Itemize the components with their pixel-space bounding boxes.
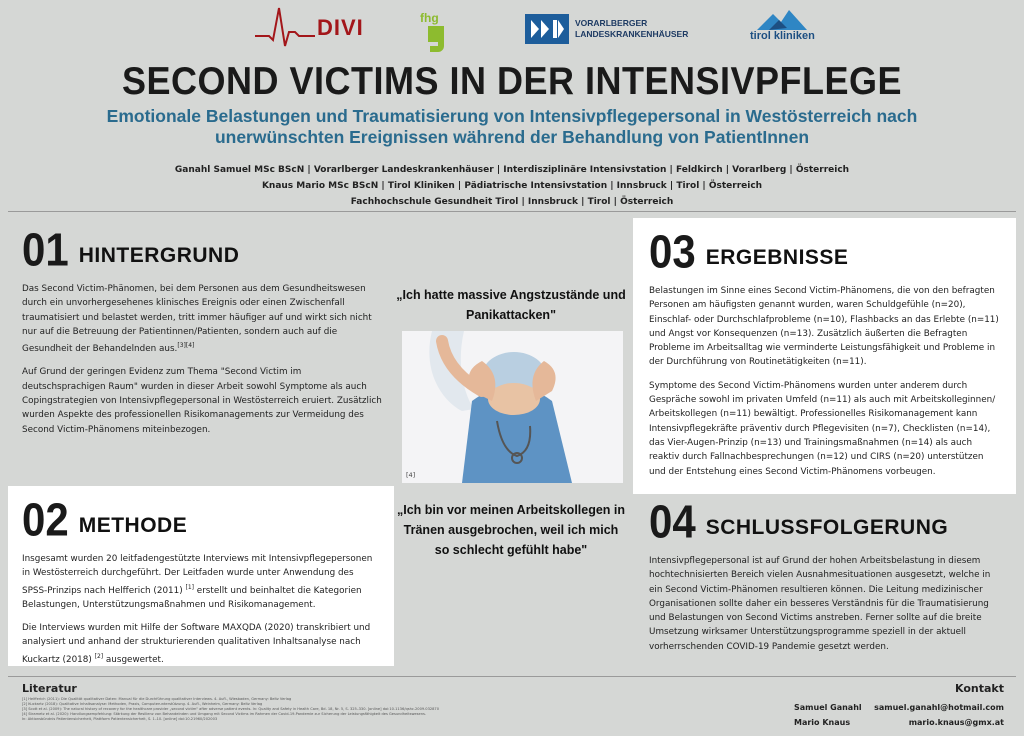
literature-ref: [3] Scott et al. (2009): The natural history of recovery for the healthcare provider „second victim" after adverse patient events. In: Quality and Safety in Health Care, Bd. 18, Nr. 5, S. 325–330. [online] doi:10.1136/qshc.2009.032870 xyxy=(22,707,440,711)
fhg-logo-text: fhg xyxy=(420,11,439,25)
vlk-logo-text xyxy=(575,18,688,40)
contact-row xyxy=(784,715,1004,730)
section-header xyxy=(22,223,382,276)
tirol-kliniken-logo xyxy=(750,8,815,42)
fhg-logo-mark xyxy=(420,8,454,52)
section-number: 04 xyxy=(649,495,696,548)
section-header xyxy=(649,225,1000,278)
paragraph: Symptome des Second Victim-Phänomens wurden unter anderem durch Gespräche sowohl im privaten Umfeld (n=11) als auch mit Arbeitskolleginnen/ Arbeitskollegen (n=11) bewältigt. Professionelles Risikomanagement kann Intensivpflegekräfte präventiv durch Pflegevisiten (n=7), Checklisten (n=14), das Vier-Augen-Prinzip (n=13) und Trainingsmaßnahmen (n=14) als auch reaktiv durch Fallnachbesprechungen (n=12) und CIRS (n=20) unterstützen und der Entstehung eines Second Victim-Phänomens vorbeugen. xyxy=(649,380,996,477)
section-schlussfolgerung xyxy=(633,495,1016,663)
section-heading: SCHLUSSFOLGERUNG xyxy=(705,516,949,539)
section-header xyxy=(649,495,1000,548)
paragraph: Belastungen im Sinne eines Second Victim-Phänomens, die von den befragten Personen am häufigsten genannt wurden, waren Schuldgefühle (n=20), Einschlaf- oder Durchschlafprobleme (n=10), Flashbacks an das Erlebte (n=11) und Angst vor Konsequenzen (n=13). Zusätzlich äußerten die Befragten Probleme im Arbeitsalltag wie verminderte Leistungsfähigkeit und Probleme in der Durchführung von Routinetätigkeiten (n=11). xyxy=(649,286,999,368)
header-divider xyxy=(8,211,1016,212)
section-header xyxy=(22,493,380,546)
ecg-icon xyxy=(255,6,315,50)
logo-bar xyxy=(0,4,1024,52)
section-ergebnisse xyxy=(633,218,1016,494)
contact-email[interactable]: mario.knaus@gmx.at xyxy=(908,718,1004,727)
quote-2: „Ich bin vor meinen Arbeitskollegen in Tränen ausgebrochen, weil ich mich so schlecht gefühlt habe" xyxy=(396,503,626,557)
paragraph: Die Interviews wurden mit Hilfe der Software MAXQDA (2020) transkribiert und analysiert und anhand der strukturierenden qualitativen Inhaltsanalyse nach Kuckartz (2018) [2] ausgewertet. xyxy=(22,623,371,665)
authors-block xyxy=(100,162,924,210)
section-number: 03 xyxy=(649,225,696,278)
fhg-logo xyxy=(420,8,454,52)
vlk-logo-mark xyxy=(525,14,569,44)
mountain-icon xyxy=(757,8,807,32)
paragraph: Auf Grund der geringen Evidenz zum Thema "Second Victim im deutschsprachigen Raum" wurden in dieser Arbeit sowohl Symptome als auch Copingstrategien von Intensivpflegepersonal in Westösterreich eruiert. Zusätzlich wurden Aspekte des professionellen Risikomanagements zur Vermeidung des Second Victim-Phänomens miteinbezogen. xyxy=(22,367,382,435)
contact-block xyxy=(784,682,1004,730)
paragraph: Das Second Victim-Phänomen, bei dem Personen aus dem Gesundheitswesen durch ein unvorhergesehenes klinisches Ereignis oder einen Zwischenfall traumatisiert und belastet werden, tritt immer häufiger auf und wirkt sich nicht nur auf die Betreuung der Patientinnen/Patienten, sondern auch auf die Gesundheit der Behandelnden aus.[3][4] xyxy=(22,284,372,355)
section-heading: HINTERGRUND xyxy=(78,244,240,267)
contact-name: Mario Knaus xyxy=(794,718,851,727)
photo-reference: [4] xyxy=(406,471,416,479)
poster-title: SECOND VICTIMS IN DER INTENSIVPFLEGE xyxy=(121,58,903,103)
contact-heading: Kontakt xyxy=(955,682,1004,695)
author-line: Fachhochschule Gesundheit Tirol | Innsbruck | Tirol | Österreich xyxy=(350,197,674,207)
contact-email[interactable]: samuel.ganahl@hotmail.com xyxy=(874,703,1004,712)
subtitle-line2: unerwünschten Ereignissen während der Behandlung von PatientInnen xyxy=(214,127,810,147)
author-line: Knaus Mario MSc BScN | Tirol Kliniken | Pädiatrische Intensivstation | Innsbruck | Tirol | Österreich xyxy=(261,181,763,191)
poster-subtitle xyxy=(100,106,924,148)
divi-logo-text: DIVI xyxy=(317,15,364,40)
nurse-photo xyxy=(402,331,623,483)
paragraph: Intensivpflegepersonal ist auf Grund der hohen Arbeitsbelastung in diesem hochtechnisierten Bereich vielen Ausnahmesituationen ausgesetzt, welche in ein Second Victim-Phänomen resultieren können. Die Leitung medizinischer Organisationen sollte daher ein besseres Verständnis für die Traumatisierung und Belastungen von Second Victims anstreben. Ferner sollte auf die breite Umsetzung wirksamer Unterstützungsprogramme speziell in der aktuell vorherrschenden COVID-19 Pandemie gesetzt werden. xyxy=(649,556,991,652)
section-heading: ERGEBNISSE xyxy=(705,246,849,269)
vlk-logo xyxy=(525,14,688,44)
contact-name: Samuel Ganahl xyxy=(794,703,862,712)
author-line: Ganahl Samuel MSc BScN | Vorarlberger Landeskrankenhäuser | Interdisziplinäre Intensivstation | Feldkirch | Vorarlberg | Österreich xyxy=(174,165,850,175)
literature-ref: In: Aktionsbündnis Patientensicherheit, Plattform Patientensicherheit, S. 1–10. [online] doi:10.21960/202003 xyxy=(22,717,218,721)
footer-divider xyxy=(8,676,1016,677)
distressed-nurse-illustration xyxy=(402,331,623,483)
literature-block xyxy=(22,682,582,722)
section-number: 02 xyxy=(22,493,69,546)
section-heading: METHODE xyxy=(78,514,188,537)
literature-heading: Literatur xyxy=(22,682,77,695)
paragraph: Insgesamt wurden 20 leitfadengestützte Interviews mit Intensivpflegepersonen in Westösterreich durchgeführt. Der Leitfaden wurde unter Anwendung des SPSS-Prinzips nach Helfferich (2011) [1] erstellt und beinhaltet die Kategorien Belastungen, Unterstützungsmaßnahmen und Risikomanagement. xyxy=(22,554,373,610)
contact-row xyxy=(784,700,1004,715)
vlk-line2: LANDESKRANKENHÄUSER xyxy=(575,29,689,39)
vlk-line1: VORARLBERGER xyxy=(575,18,648,28)
literature-ref: [2] Kuckartz (2018): Qualitative Inhaltsanalyse: Methoden, Praxis, Computerunterstützung. 4. Aufl., Weinheim, Germany: Beltz Verlag xyxy=(22,702,263,706)
tirol-kliniken-text: tirol kliniken xyxy=(750,30,815,42)
divi-logo xyxy=(255,6,364,50)
section-methode xyxy=(8,486,394,666)
literature-ref: [1] Helfferich (2011): Die Qualität qualitativer Daten: Manual für die Durchführung qualitativer Interviews. 4. Aufl., Wiesbaden, Germany: Beltz Verlag xyxy=(22,697,292,701)
section-number: 01 xyxy=(22,223,69,276)
section-hintergrund xyxy=(22,223,382,446)
subtitle-line1: Emotionale Belastungen und Traumatisierung von Intensivpflegepersonal in Westösterreich nach xyxy=(106,106,918,126)
literature-ref: [4] Strametz et al. (2020): Handlungsempfehlung: Stärkung der Resilienz von Behandelnden und Umgang mit Second Victims im Rahmen der Covid-19-Pandemie zur Sicherung der Leistungsfähigkeit des Gesundheitswesens. xyxy=(22,712,426,716)
quote-1: „Ich hatte massive Angstzustände und Panikattacken" xyxy=(396,288,626,322)
